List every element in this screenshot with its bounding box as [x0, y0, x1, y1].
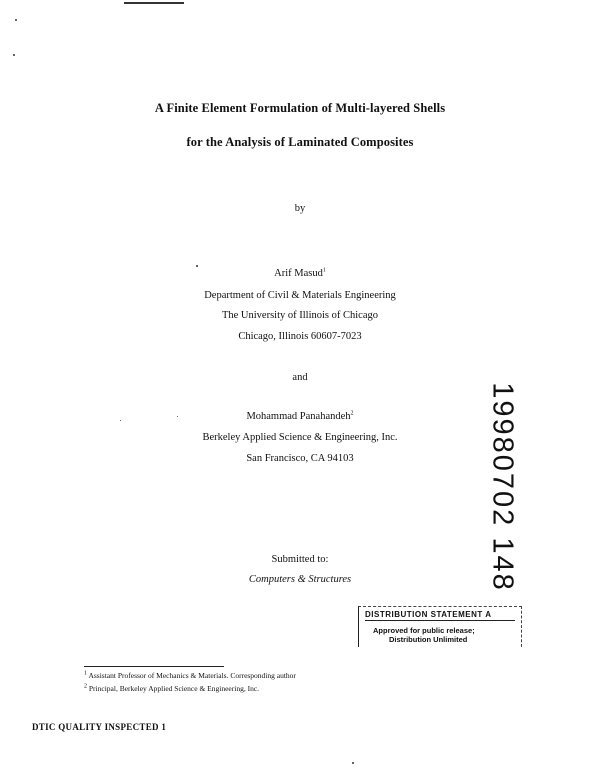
author1-university: The University of Illinois of Chicago — [221, 310, 378, 321]
journal-name: Computers & Structures — [248, 574, 352, 585]
by-text: by — [294, 203, 306, 214]
stamp-line2: Distribution Unlimited — [389, 635, 468, 644]
stamp-heading: DISTRIBUTION STATEMENT A — [365, 610, 515, 621]
and-text: and — [292, 372, 308, 383]
author2-name: Mohammad Panahandeh — [246, 411, 351, 422]
submitted-label: Submitted to: — [271, 554, 329, 565]
scan-speck — [124, 2, 184, 4]
footnote-2 — [84, 684, 259, 693]
scan-speck — [13, 54, 15, 56]
scan-speck — [352, 762, 354, 764]
author1-city: Chicago, Illinois 60607-7023 — [238, 331, 362, 342]
stamp-line1: Approved for public release; — [373, 626, 475, 635]
footnote-2-mark: 2 — [84, 683, 87, 690]
author1-name: Arif Masud — [274, 268, 323, 279]
scan-speck — [15, 19, 17, 21]
author2-city: San Francisco, CA 94103 — [246, 453, 354, 464]
author1-footnote-mark: 1 — [322, 267, 326, 274]
dtic-quality-stamp: DTIC QUALITY INSPECTED 1 — [32, 722, 167, 732]
author2-company: Berkeley Applied Science & Engineering, Inc. — [202, 432, 398, 443]
footnote-1 — [84, 671, 296, 680]
author1-department: Department of Civil & Materials Engineering — [204, 290, 396, 301]
paper-title-line1: A Finite Element Formulation of Multi-layered Shells — [154, 101, 446, 115]
footnote-2-text: Principal, Berkeley Applied Science & Engineering, Inc. — [88, 684, 260, 693]
author1-name-line — [0, 268, 600, 279]
scan-speck — [196, 265, 198, 267]
footnote-1-mark: 1 — [84, 670, 87, 677]
footnote-1-text: Assistant Professor of Mechanics & Materials. Corresponding author — [88, 671, 296, 680]
distribution-stamp — [358, 606, 522, 647]
accession-number: 19980702 148 — [486, 382, 519, 592]
author2-footnote-mark: 2 — [350, 410, 354, 417]
paper-title-line2: for the Analysis of Laminated Composites — [186, 135, 414, 149]
footnote-rule — [84, 666, 224, 667]
